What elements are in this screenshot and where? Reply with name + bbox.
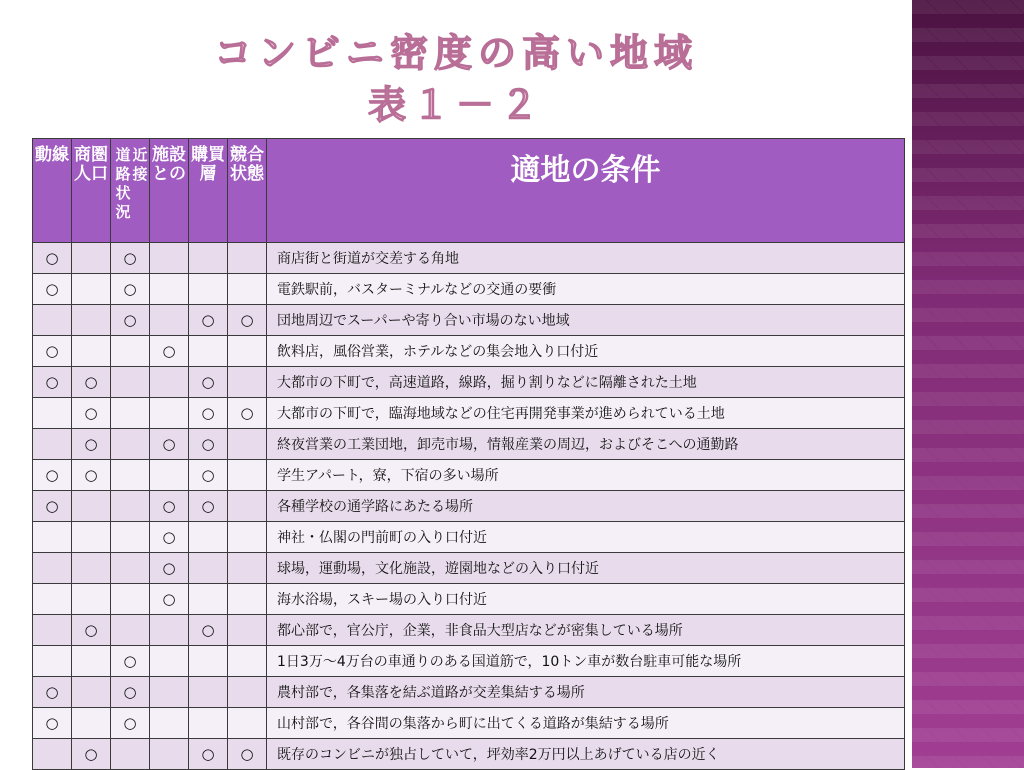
mark-cell: ○ <box>33 460 72 491</box>
header-shouken-jinkou: 商圏人口 <box>72 139 111 243</box>
condition-text: 大都市の下町で，臨海地域などの住宅再開発事業が進められている土地 <box>267 398 905 429</box>
mark-cell <box>150 460 189 491</box>
table-row <box>33 677 905 708</box>
mark-cell: ○ <box>33 491 72 522</box>
condition-text: 終夜営業の工業団地，卸売市場，情報産業の周辺，およびそこへの通勤路 <box>267 429 905 460</box>
header-row <box>33 139 905 243</box>
mark-cell <box>228 708 267 739</box>
mark-cell: ○ <box>189 367 228 398</box>
mark-cell <box>228 429 267 460</box>
table-row <box>33 522 905 553</box>
mark-cell <box>72 305 111 336</box>
condition-text: 団地周辺でスーパーや寄り合い市場のない地域 <box>267 305 905 336</box>
mark-cell <box>228 460 267 491</box>
mark-cell: ○ <box>150 522 189 553</box>
mark-cell: ○ <box>111 646 150 677</box>
mark-cell: ○ <box>189 615 228 646</box>
mark-cell <box>33 429 72 460</box>
mark-cell <box>228 646 267 677</box>
mark-cell <box>72 553 111 584</box>
mark-cell <box>33 553 72 584</box>
condition-text: 都心部で，官公庁，企業，非食品大型店などが密集している場所 <box>267 615 905 646</box>
table-row <box>33 708 905 739</box>
mark-cell <box>150 739 189 770</box>
header-koubaisou: 購買層 <box>189 139 228 243</box>
mark-cell <box>72 491 111 522</box>
condition-text: 各種学校の通学路にあたる場所 <box>267 491 905 522</box>
mark-cell <box>150 646 189 677</box>
table-row <box>33 243 905 274</box>
mark-cell <box>111 553 150 584</box>
mark-cell <box>189 677 228 708</box>
mark-cell <box>189 708 228 739</box>
condition-text: 球場，運動場，文化施設，遊園地などの入り口付近 <box>267 553 905 584</box>
mark-cell: ○ <box>111 677 150 708</box>
mark-cell <box>189 584 228 615</box>
mark-cell <box>111 584 150 615</box>
mark-cell <box>189 274 228 305</box>
header-kyougou: 競合状態 <box>228 139 267 243</box>
mark-cell: ○ <box>189 305 228 336</box>
mark-cell <box>150 708 189 739</box>
mark-cell <box>72 646 111 677</box>
condition-text: 飲料店，風俗営業，ホテルなどの集会地入り口付近 <box>267 336 905 367</box>
table-row <box>33 491 905 522</box>
mark-cell <box>228 553 267 584</box>
conditions-table <box>32 138 905 770</box>
header-douro-joukyou-text: 道路状況近接 <box>115 146 147 221</box>
mark-cell: ○ <box>111 243 150 274</box>
mark-cell <box>72 274 111 305</box>
mark-cell: ○ <box>33 274 72 305</box>
mark-cell <box>150 615 189 646</box>
mark-cell: ○ <box>150 429 189 460</box>
mark-cell <box>33 739 72 770</box>
slide-title: コンビニ密度の高い地域 <box>213 31 698 75</box>
mark-cell <box>33 646 72 677</box>
mark-cell <box>111 367 150 398</box>
mark-cell <box>228 677 267 708</box>
mark-cell <box>189 336 228 367</box>
table-row <box>33 336 905 367</box>
mark-cell: ○ <box>189 429 228 460</box>
mark-cell: ○ <box>111 708 150 739</box>
mark-cell <box>228 491 267 522</box>
mark-cell: ○ <box>228 398 267 429</box>
table-row <box>33 739 905 770</box>
mark-cell: ○ <box>72 739 111 770</box>
condition-text: 神社・仏閣の門前町の入り口付近 <box>267 522 905 553</box>
mark-cell: ○ <box>33 336 72 367</box>
condition-text: 学生アパート，寮，下宿の多い場所 <box>267 460 905 491</box>
table-row <box>33 553 905 584</box>
mark-cell: ○ <box>228 305 267 336</box>
mark-cell <box>150 274 189 305</box>
mark-cell <box>228 336 267 367</box>
mark-cell <box>72 677 111 708</box>
mark-cell: ○ <box>72 398 111 429</box>
table-row <box>33 305 905 336</box>
slide-subtitle: 表１－２ <box>367 83 544 127</box>
mark-cell <box>228 615 267 646</box>
mark-cell <box>72 243 111 274</box>
mark-cell <box>228 522 267 553</box>
mark-cell <box>72 708 111 739</box>
mark-cell: ○ <box>150 553 189 584</box>
mark-cell: ○ <box>150 491 189 522</box>
mark-cell: ○ <box>111 274 150 305</box>
table-row <box>33 460 905 491</box>
mark-cell <box>189 243 228 274</box>
mark-cell: ○ <box>33 677 72 708</box>
mark-cell <box>150 243 189 274</box>
condition-text: 1日3万～4万台の車通りのある国道筋で，10トン車が数台駐車可能な場所 <box>267 646 905 677</box>
mark-cell <box>33 522 72 553</box>
header-conditions: 適地の条件 <box>267 139 905 243</box>
mark-cell <box>111 460 150 491</box>
condition-text: 海水浴場，スキー場の入り口付近 <box>267 584 905 615</box>
mark-cell <box>111 739 150 770</box>
mark-cell <box>111 522 150 553</box>
mark-cell <box>72 336 111 367</box>
table-row <box>33 646 905 677</box>
mark-cell: ○ <box>189 398 228 429</box>
mark-cell: ○ <box>72 615 111 646</box>
mark-cell <box>150 367 189 398</box>
mark-cell <box>111 336 150 367</box>
mark-cell: ○ <box>33 708 72 739</box>
mark-cell: ○ <box>33 367 72 398</box>
condition-text: 農村部で，各集落を結ぶ道路が交差集結する場所 <box>267 677 905 708</box>
mark-cell <box>189 646 228 677</box>
table-row <box>33 584 905 615</box>
header-dousen: 動線 <box>33 139 72 243</box>
table-body <box>33 243 905 770</box>
table-row <box>33 398 905 429</box>
mark-cell <box>72 522 111 553</box>
mark-cell: ○ <box>111 305 150 336</box>
mark-cell: ○ <box>33 243 72 274</box>
table-row <box>33 367 905 398</box>
header-douro-joukyou <box>111 139 150 243</box>
mark-cell: ○ <box>228 739 267 770</box>
mark-cell <box>150 677 189 708</box>
mark-cell <box>33 398 72 429</box>
mark-cell <box>228 243 267 274</box>
mark-cell: ○ <box>189 460 228 491</box>
condition-text: 電鉄駅前，バスターミナルなどの交通の要衝 <box>267 274 905 305</box>
mark-cell <box>72 584 111 615</box>
mark-cell: ○ <box>189 739 228 770</box>
condition-text: 既存のコンビニが独占していて，坪効率2万円以上あげている店の近く <box>267 739 905 770</box>
mark-cell <box>33 615 72 646</box>
mark-cell <box>111 398 150 429</box>
table-row <box>33 615 905 646</box>
mark-cell <box>189 522 228 553</box>
mark-cell: ○ <box>72 367 111 398</box>
mark-cell: ○ <box>72 429 111 460</box>
mark-cell <box>228 584 267 615</box>
header-shisetsu: 施設との <box>150 139 189 243</box>
mark-cell: ○ <box>72 460 111 491</box>
table-row <box>33 274 905 305</box>
mark-cell <box>111 491 150 522</box>
mark-cell <box>33 305 72 336</box>
table-row <box>33 429 905 460</box>
mark-cell <box>228 274 267 305</box>
decorative-side-band <box>912 0 1024 768</box>
mark-cell <box>189 553 228 584</box>
mark-cell <box>111 615 150 646</box>
mark-cell: ○ <box>150 584 189 615</box>
condition-text: 大都市の下町で，高速道路，線路，掘り割りなどに隔離された土地 <box>267 367 905 398</box>
mark-cell: ○ <box>150 336 189 367</box>
mark-cell <box>33 584 72 615</box>
mark-cell <box>150 305 189 336</box>
mark-cell <box>111 429 150 460</box>
condition-text: 山村部で，各谷間の集落から町に出てくる道路が集結する場所 <box>267 708 905 739</box>
mark-cell <box>150 398 189 429</box>
mark-cell: ○ <box>189 491 228 522</box>
mark-cell <box>228 367 267 398</box>
condition-text: 商店街と街道が交差する角地 <box>267 243 905 274</box>
